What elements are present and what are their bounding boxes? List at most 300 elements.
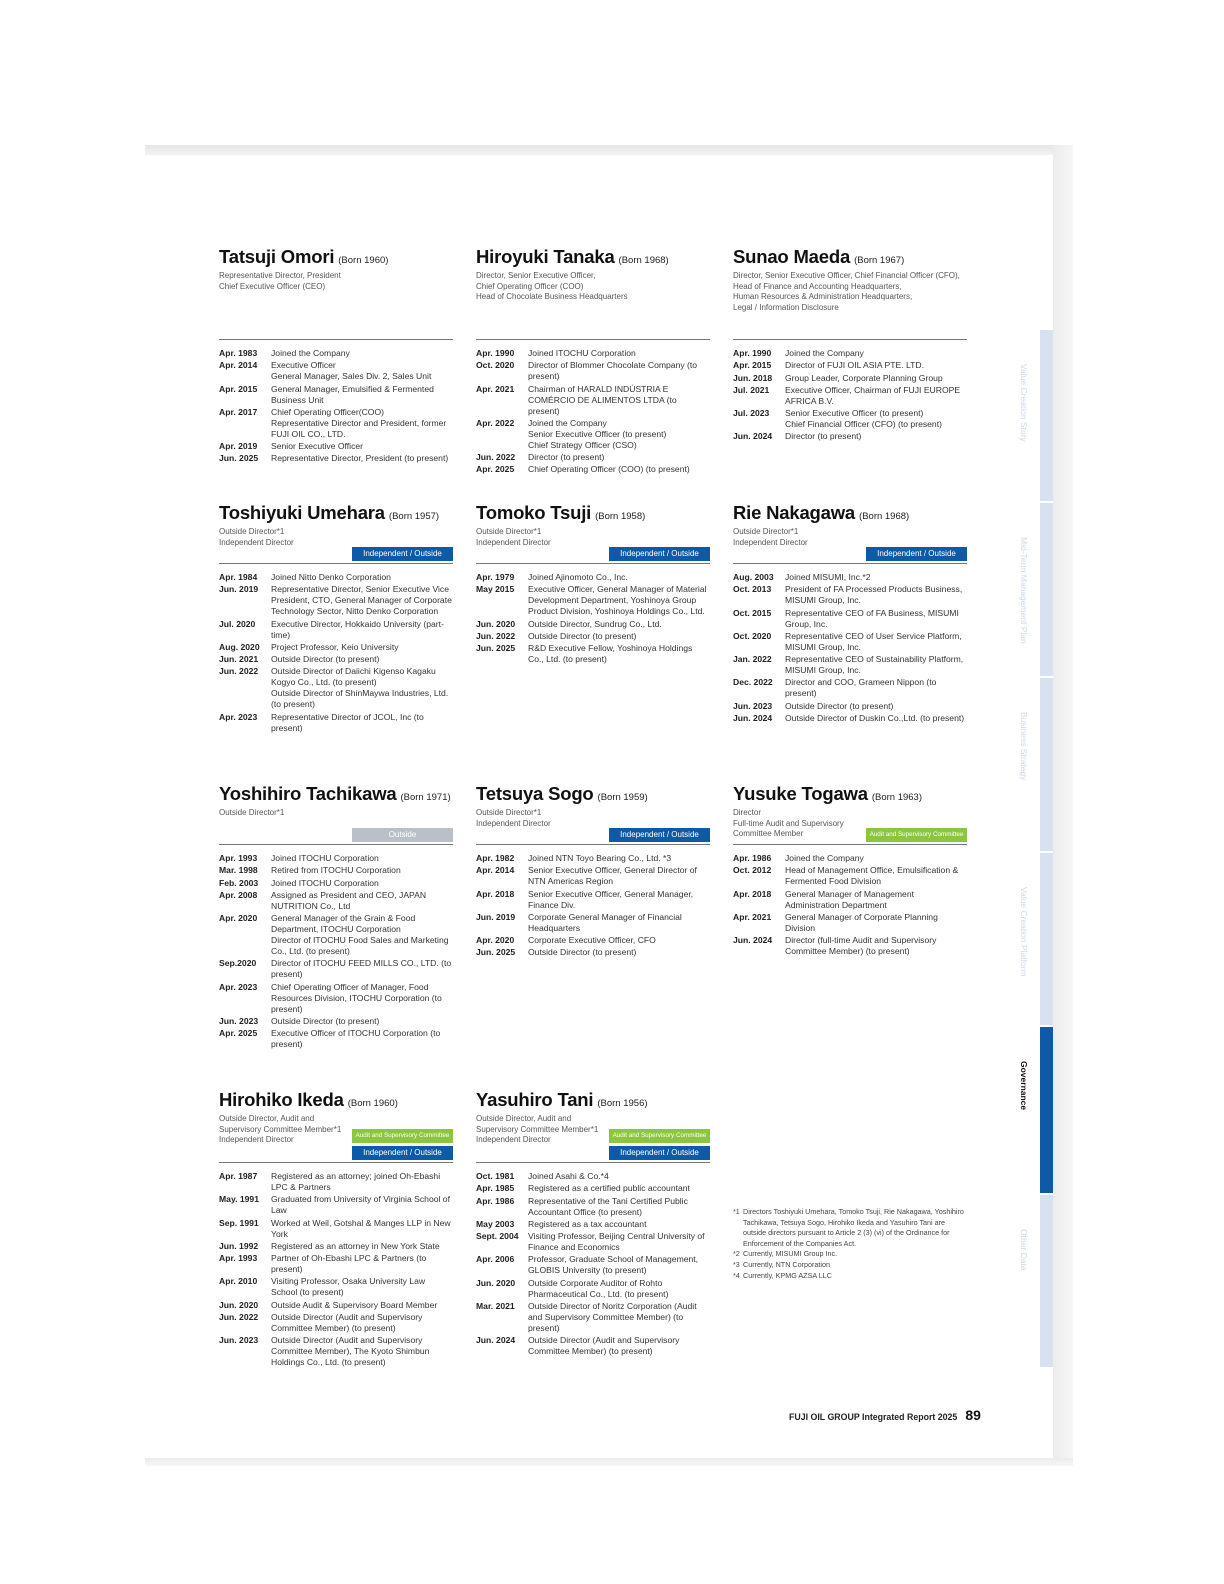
director-title: Head of Chocolate Business Headquarters (476, 292, 628, 302)
director-header (476, 271, 710, 339)
history-row (219, 1218, 453, 1240)
history-event: Director of Blommer Chocolate Company (to present) (528, 360, 698, 382)
history-date: Dec. 2022 (733, 677, 773, 688)
director-title: Outside Director, Audit and (219, 1114, 315, 1123)
footnote-mark: *3 (733, 1259, 740, 1269)
director-title: Outside Director*1 (476, 808, 542, 817)
birth-year: (Born 1956) (597, 1098, 648, 1109)
history-date: Sep. 1991 (219, 1217, 259, 1228)
history-event: Chief Operating Officer (COO) (to present) (528, 464, 690, 475)
history-event: Joined Asahi & Co.*4 (528, 1171, 609, 1181)
footnote-text: Currently, KPMG AZSA LLC (743, 1270, 832, 1280)
director-title: Independent Director (476, 537, 551, 547)
history-date: Jun. 2019 (476, 911, 516, 922)
history-date: Apr. 2021 (476, 383, 515, 394)
director-title: Head of Finance and Accounting Headquarters, (733, 281, 902, 291)
history-row (733, 608, 967, 630)
director-name: Tetsuya Sogo (476, 783, 594, 804)
history-date: Apr. 1987 (219, 1171, 258, 1181)
birth-year: (Born 1959) (597, 792, 648, 803)
history-date: Jun. 2020 (219, 1299, 259, 1310)
history-event: Director of FUJI OIL ASIA PTE. LTD. (785, 360, 924, 371)
history-event: Joined the Company Senior Executive Officer (to present) Chief Strategy Officer (CSO) (528, 417, 667, 450)
history-event: General Manager of the Grain & Food Department, ITOCHU Corporation Director of ITOCHU Food Sales and Marketing Co., Ltd. (to present) (271, 913, 449, 957)
history-date: Jun. 2022 (476, 452, 516, 463)
history-date: May 2015 (476, 584, 515, 595)
career-history (476, 1171, 710, 1357)
history-event: Graduated from University of Virginia School of Law (271, 1194, 450, 1216)
career-history (219, 853, 453, 1050)
director-header (219, 808, 453, 844)
history-row (219, 1312, 453, 1334)
page-shadow-bottom (145, 1458, 1073, 1466)
history-event: R&D Executive Fellow, Yoshinoya Holdings Co., Ltd. (to present) (528, 643, 693, 665)
director-name: Yusuke Togawa (733, 783, 868, 804)
director-title: Independent Director (476, 1135, 551, 1145)
history-event: Joined ITOCHU Corporation (271, 877, 379, 888)
history-row (219, 890, 453, 912)
role-badge: Outside (352, 828, 453, 842)
history-row (219, 712, 453, 734)
section-tab[interactable] (1040, 330, 1053, 501)
director-title: Committee Member (733, 829, 804, 839)
history-row (733, 677, 967, 699)
history-date: Apr. 2025 (476, 464, 515, 475)
history-row (733, 408, 967, 430)
history-event: Representative Director, Senior Executive Vice President, CTO, General Manager of Corporate Technology Sector, Nitto Denko Corporation (271, 584, 452, 617)
history-event: Chief Operating Officer(COO) Representative Director and President, former FUJI OIL CO., LTD. (271, 406, 447, 439)
director-title: Independent Director (219, 1135, 294, 1145)
history-row (476, 1196, 710, 1218)
history-date: Apr. 2020 (476, 935, 515, 946)
history-date: Jun. 2020 (476, 618, 516, 629)
history-date: Apr. 1985 (476, 1183, 515, 1194)
birth-year: (Born 1957) (388, 511, 440, 522)
history-event: Joined the Company (785, 853, 864, 863)
director-header (476, 527, 710, 563)
history-event: Outside Corporate Auditor of Rohto Pharmaceutical Co., Ltd. (to present) (528, 1277, 669, 1299)
history-event: Outside Director (to present) (528, 630, 637, 641)
birth-year: (Born 1963) (871, 792, 922, 803)
career-history (219, 572, 453, 734)
birth-year: (Born 1960) (347, 1098, 398, 1109)
history-row (733, 935, 967, 957)
history-event: Outside Director (to present) (271, 1016, 380, 1027)
role-badge: Audit and Supervisory Committee (352, 1129, 453, 1143)
history-event: General Manager of Management Administration Department (785, 888, 914, 910)
history-date: Jan. 2022 (733, 654, 772, 665)
history-row (733, 385, 967, 407)
director-profile (219, 1089, 453, 1370)
history-row (476, 1219, 710, 1230)
history-event: Joined ITOCHU Corporation (528, 348, 636, 358)
footnote-text: Directors Toshiyuki Umehara, Tomoko Tsuji, Rie Nakagawa, Yoshihiro Tachikawa, Tetsuya Sogo, Hirohiko Ikeda and Yasuhiro Tani are outside directors pursuant to Article 2 (3) (vi) of the Ordinance for Enforcement of the Companies Act. (743, 1207, 964, 1248)
history-event: Director and COO, Grameen Nippon (to present) (785, 677, 937, 699)
history-date: Jun. 2025 (476, 947, 516, 958)
history-date: Sept. 2004 (476, 1231, 519, 1242)
history-row (476, 464, 710, 475)
history-row (476, 584, 710, 617)
career-history (733, 572, 967, 724)
director-title: Director (733, 808, 762, 817)
history-event: Registered as a tax accountant (528, 1218, 647, 1229)
history-date: Apr. 1993 (219, 853, 258, 863)
history-date: Apr. 2017 (219, 406, 258, 417)
history-row (476, 384, 710, 417)
director-name: Yasuhiro Tani (476, 1089, 594, 1110)
divider-rule (476, 844, 710, 845)
history-row (733, 654, 967, 676)
history-event: Director (full-time Audit and Supervisory Committee Member) (to present) (785, 935, 937, 957)
history-date: Jun. 2024 (733, 935, 773, 946)
history-event: Project Professor, Keio University (271, 641, 399, 652)
footnote-mark: *4 (733, 1270, 740, 1280)
history-row (476, 418, 710, 451)
director-header (219, 527, 453, 563)
history-date: Apr. 2010 (219, 1276, 258, 1287)
birth-year: (Born 1968) (618, 255, 669, 266)
history-row (733, 572, 967, 583)
director-header (733, 271, 967, 339)
history-row (476, 935, 710, 946)
career-history (733, 853, 967, 957)
history-row (733, 701, 967, 712)
history-date: Feb. 2003 (219, 877, 259, 888)
history-date: Apr. 1990 (733, 348, 772, 358)
footnotes (733, 1207, 965, 1281)
section-tab[interactable] (1040, 503, 1053, 676)
director-name: Yoshihiro Tachikawa (219, 783, 397, 804)
director-profile (476, 783, 710, 960)
history-row (219, 1300, 453, 1311)
role-badge: Audit and Supervisory Committee (866, 828, 967, 842)
history-event: Outside Audit & Supervisory Board Member (271, 1299, 438, 1310)
history-row (733, 865, 967, 887)
divider-rule (476, 339, 710, 340)
history-date: Jun. 2021 (219, 654, 259, 665)
name-line (476, 502, 710, 524)
divider-rule (733, 844, 967, 845)
history-row (219, 878, 453, 889)
divider-rule (733, 563, 967, 564)
history-date: Jun. 1992 (219, 1240, 259, 1251)
history-date: Jun. 2022 (476, 630, 516, 641)
history-row (476, 853, 710, 864)
name-line (476, 1089, 710, 1111)
history-row (219, 348, 453, 359)
section-tab[interactable] (1040, 1027, 1053, 1193)
footnote-mark: *1 (733, 1207, 740, 1216)
history-event: Representative Director, President (to present) (271, 453, 449, 464)
history-event: Outside Director of Duskin Co.,Ltd. (to present) (785, 713, 965, 724)
section-tab[interactable] (1040, 1195, 1053, 1367)
history-row (733, 360, 967, 371)
history-date: Apr. 2018 (476, 888, 515, 899)
role-badge: Audit and Supervisory Committee (609, 1129, 710, 1143)
director-header (476, 1114, 710, 1162)
birth-year: (Born 1967) (854, 255, 905, 266)
history-event: Joined ITOCHU Corporation (271, 853, 379, 863)
history-event: Representative CEO of User Service Platform, MISUMI Group, Inc. (785, 630, 962, 652)
history-event: Outside Director (to present) (528, 947, 637, 958)
history-event: Group Leader, Corporate Planning Group (785, 372, 943, 383)
history-event: Executive Officer, Chairman of FUJI EUROPE AFRICA B.V. (785, 384, 961, 406)
career-history (476, 348, 710, 475)
history-row (219, 453, 453, 464)
history-row (476, 1335, 710, 1357)
history-event: Representative of the Tani Certified Public Accountant Office (to present) (528, 1195, 688, 1217)
history-event: Outside Director (Audit and Supervisory Committee Member), The Kyoto Shimbun Holdings Co., Ltd. (to present) (271, 1335, 430, 1368)
history-row (476, 631, 710, 642)
history-date: Jul. 2023 (733, 408, 770, 419)
history-date: Apr. 1990 (476, 348, 515, 358)
director-title: Director, Senior Executive Officer, (476, 271, 596, 280)
birth-year: (Born 1968) (859, 511, 910, 522)
history-date: Aug. 2003 (733, 572, 774, 582)
history-row (733, 373, 967, 384)
history-date: Oct. 2020 (476, 360, 515, 371)
history-event: Corporate General Manager of Financial Headquarters (528, 911, 682, 933)
director-title: Chief Operating Officer (COO) (476, 281, 584, 291)
history-date: Oct. 2012 (733, 865, 772, 876)
history-row (219, 982, 453, 1015)
history-event: Worked at Weil, Gotshal & Manges LLP in New York (271, 1217, 451, 1239)
history-event: Outside Director of Daiichi Kigenso Kagaku Kogyo Co., Ltd. (to present) Outside Director of ShinMaywa Industries, Ltd. (to present) (271, 666, 449, 710)
history-row (219, 572, 453, 583)
divider-rule (219, 1162, 453, 1163)
history-event: Representative CEO of FA Business, MISUMI Group, Inc. (785, 607, 959, 629)
history-date: Jun. 2019 (219, 584, 259, 595)
history-event: General Manager, Emulsified & Fermented Business Unit (271, 383, 434, 405)
history-row (219, 865, 453, 876)
history-row (219, 666, 453, 710)
history-event: Registered as an attorney in New York State (271, 1240, 440, 1251)
role-badge: Independent / Outside (609, 828, 710, 842)
history-event: Partner of Oh-Ebashi LPC & Partners (to present) (271, 1253, 427, 1275)
history-date: Apr. 1983 (219, 348, 258, 358)
history-date: Apr. 2014 (476, 865, 515, 876)
name-line (733, 246, 967, 268)
director-profile (733, 502, 967, 725)
career-history (219, 348, 453, 464)
history-row (219, 360, 453, 382)
director-profile (476, 1089, 710, 1359)
history-event: Joined Ajinomoto Co., Inc. (528, 572, 628, 582)
history-row (219, 1335, 453, 1368)
history-row (733, 584, 967, 606)
history-event: Outside Director (Audit and Supervisory Committee Member) (to present) (528, 1335, 680, 1357)
divider-rule (219, 844, 453, 845)
history-row (219, 584, 453, 617)
history-date: Jul. 2020 (219, 618, 256, 629)
history-row (476, 1171, 710, 1182)
birth-year: (Born 1960) (338, 255, 389, 266)
history-row (476, 643, 710, 665)
history-event: Visiting Professor, Beijing Central University of Finance and Economics (528, 1231, 705, 1253)
history-event: Senior Executive Officer (271, 441, 364, 452)
history-date: Jun. 2023 (219, 1335, 259, 1346)
director-name: Toshiyuki Umehara (219, 502, 385, 523)
history-row (219, 1016, 453, 1027)
history-row (219, 1241, 453, 1252)
history-event: Professor, Graduate School of Management, GLOBIS University (to present) (528, 1254, 699, 1276)
section-tab[interactable] (1040, 678, 1053, 851)
history-event: Joined MISUMI, Inc.*2 (785, 572, 871, 582)
career-history (733, 348, 967, 442)
role-badge: Independent / Outside (609, 547, 710, 561)
history-event: Registered as an attorney; joined Oh-Ebashi LPC & Partners (271, 1171, 441, 1192)
history-event: Senior Executive Officer, General Manager, Finance Div. (528, 888, 694, 910)
history-row (476, 1183, 710, 1194)
history-date: Jun. 2022 (219, 666, 259, 677)
history-date: Apr. 2023 (219, 711, 258, 722)
report-title: FUJI OIL GROUP Integrated Report 2025 (789, 1412, 958, 1422)
director-title: Outside Director*1 (476, 527, 542, 536)
history-date: Apr. 2008 (219, 889, 258, 900)
director-title: Supervisory Committee Member*1 (219, 1124, 342, 1134)
history-date: Apr. 2014 (219, 360, 258, 371)
history-date: Jun. 2020 (476, 1277, 516, 1288)
history-date: Apr. 1982 (476, 853, 515, 863)
history-row (733, 431, 967, 442)
history-date: Apr. 1986 (733, 853, 772, 863)
history-date: May 2003 (476, 1218, 515, 1229)
role-badge: Independent / Outside (609, 1146, 710, 1160)
history-event: Outside Director (to present) (785, 700, 894, 711)
director-title: Independent Director (733, 537, 808, 547)
director-title: Independent Director (476, 818, 551, 828)
history-date: Apr. 2006 (476, 1254, 515, 1265)
divider-rule (219, 339, 453, 340)
history-row (219, 407, 453, 440)
history-event: Joined NTN Toyo Bearing Co., Ltd. *3 (528, 853, 672, 863)
footnote-text: Currently, NTN Corporation (743, 1259, 830, 1269)
history-date: Jul. 2021 (733, 384, 770, 395)
footnote (733, 1260, 965, 1271)
history-event: Executive Officer General Manager, Sales Div. 2, Sales Unit (271, 360, 432, 382)
history-date: Jun. 2018 (733, 372, 773, 383)
history-event: Joined the Company (271, 348, 350, 358)
divider-rule (219, 563, 453, 564)
director-name: Sunao Maeda (733, 246, 851, 267)
history-date: Sep.2020 (219, 958, 257, 969)
history-event: Director (to present) (528, 452, 605, 463)
history-row (733, 631, 967, 653)
footnote (733, 1249, 965, 1260)
history-date: Apr. 2025 (219, 1028, 258, 1039)
history-event: Director (to present) (785, 431, 862, 442)
history-row (476, 619, 710, 630)
history-event: General Manager of Corporate Planning Division (785, 911, 938, 933)
history-row (219, 958, 453, 980)
history-date: Mar. 1998 (219, 865, 258, 876)
director-title: Full-time Audit and Supervisory (733, 818, 844, 828)
history-date: Apr. 1984 (219, 572, 258, 582)
history-row (219, 441, 453, 452)
history-event: Executive Officer, General Manager of Material Development Department, Yoshinoya Group Product Division, Yoshinoya Holdings Co., Ltd. (528, 584, 707, 617)
role-badge: Independent / Outside (352, 1146, 453, 1160)
divider-rule (476, 563, 710, 564)
history-event: Chairman of HARALD INDÚSTRIA E COMÉRCIO DE ALIMENTOS LTDA (to present) (528, 383, 677, 416)
role-badge: Independent / Outside (352, 547, 453, 561)
name-line (476, 246, 710, 268)
history-row (219, 1171, 453, 1193)
section-tab[interactable] (1040, 853, 1053, 1025)
history-event: Registered as a certified public accountant (528, 1183, 690, 1194)
director-title: Human Resources & Administration Headquarters, (733, 292, 913, 302)
history-date: Jun. 2023 (219, 1016, 259, 1027)
history-date: Apr. 1979 (476, 572, 515, 582)
director-title: Representative Director, President (219, 271, 341, 280)
history-event: Assigned as President and CEO, JAPAN NUTRITION Co., Ltd (271, 889, 427, 911)
history-date: May. 1991 (219, 1194, 259, 1205)
director-title: Outside Director*1 (219, 527, 285, 536)
history-row (219, 619, 453, 641)
name-line (219, 502, 453, 524)
birth-year: (Born 1958) (595, 511, 646, 522)
director-header (219, 271, 453, 339)
history-date: Apr. 2020 (219, 913, 258, 924)
history-row (219, 654, 453, 665)
history-date: Jun. 2023 (733, 700, 773, 711)
director-title: Chief Executive Officer (CEO) (219, 281, 326, 291)
director-header (476, 808, 710, 844)
page-footer (789, 1407, 981, 1425)
history-row (733, 912, 967, 934)
history-row (219, 384, 453, 406)
history-row (733, 889, 967, 911)
history-event: Corporate Executive Officer, CFO (528, 935, 656, 946)
history-row (476, 1231, 710, 1253)
history-row (476, 360, 710, 382)
history-date: Oct. 1981 (476, 1171, 515, 1181)
divider-rule (733, 339, 967, 340)
director-profile (219, 783, 453, 1052)
history-date: Apr. 2021 (733, 911, 772, 922)
name-line (219, 1089, 453, 1111)
history-row (476, 1254, 710, 1276)
history-event: President of FA Processed Products Business, MISUMI Group, Inc. (785, 584, 963, 606)
history-date: Jun. 2025 (219, 453, 259, 464)
history-row (476, 889, 710, 911)
name-line (733, 502, 967, 524)
footnote-mark: *2 (733, 1249, 740, 1259)
history-event: Chief Operating Officer of Manager, Food Resources Division, ITOCHU Corporation (to present) (271, 981, 442, 1014)
page-shadow-right (1053, 145, 1073, 1465)
director-name: Hirohiko Ikeda (219, 1089, 344, 1110)
director-title: Independent Director (219, 537, 294, 547)
name-line (219, 783, 453, 805)
history-row (733, 853, 967, 864)
footnote (733, 1207, 965, 1249)
history-date: Apr. 2022 (476, 417, 515, 428)
history-row (476, 1301, 710, 1334)
history-event: Joined Nitto Denko Corporation (271, 572, 391, 582)
director-header (219, 1114, 453, 1162)
director-name: Hiroyuki Tanaka (476, 246, 615, 267)
history-row (219, 1276, 453, 1298)
director-profile (476, 246, 710, 477)
history-row (219, 1194, 453, 1216)
history-row (219, 1028, 453, 1050)
name-line (733, 783, 967, 805)
history-event: Outside Director, Sundrug Co., Ltd. (528, 618, 662, 629)
director-title: Outside Director*1 (219, 808, 285, 817)
director-header (733, 527, 967, 563)
history-row (219, 853, 453, 864)
birth-year: (Born 1971) (400, 792, 451, 803)
divider-rule (476, 1162, 710, 1163)
